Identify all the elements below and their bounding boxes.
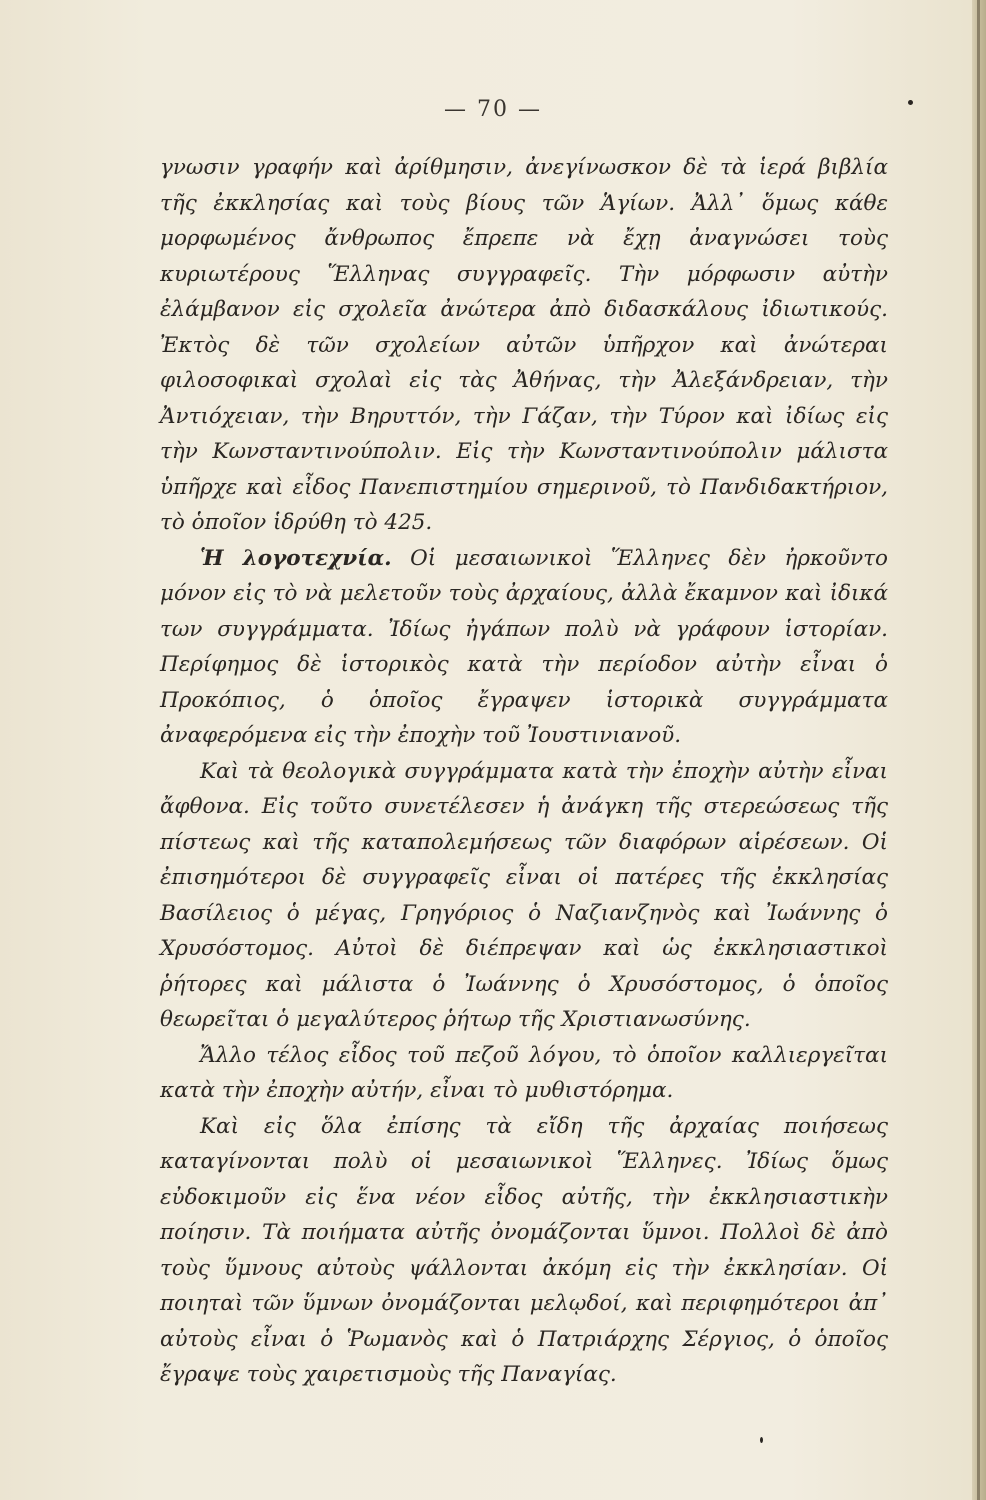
paragraph-3	[160, 754, 888, 1038]
section-heading-logotechnia: Ἡ λογοτεχνία.	[200, 545, 392, 571]
paragraph-2-text: Οἱ μεσαιωνικοὶ Ἕλληνες δὲν ἠρκοῦντο μόνον εἰς τὸ νὰ μελετοῦν τοὺς ἀρχαίους, ἀλλὰ ἔκαμνον καὶ ἰδικά των συγγράμματα. Ἰδίως ἠγάπων πολὺ νὰ γράφουν ἱστορίαν. Περίφημος δὲ ἱστορικὸς κατὰ τὴν περίοδον αὐτὴν εἶναι ὁ Προκόπιος, ὁ ὁποῖος ἔγραψεν ἱστορικὰ συγγράμματα ἀναφερόμενα εἰς τὴν ἐποχὴν τοῦ Ἰουστινιανοῦ.	[160, 545, 888, 748]
paragraph-3-text: Καὶ τὰ θεολογικὰ συγγράμματα κατὰ τὴν ἐποχὴν αὐτὴν εἶναι ἄφθονα. Εἰς τοῦτο συνετέλεσεν ἡ ἀνάγκη τῆς στερεώσεως τῆς πίστεως καὶ τῆς καταπολεμήσεως τῶν διαφόρων αἱρέσεων. Οἱ ἐπισημότεροι δὲ συγγραφεῖς εἶναι οἱ πατέρες τῆς ἐκκλησίας Βασίλειος ὁ μέγας, Γρηγόριος ὁ Ναζιανζηνὸς καὶ Ἰωάννης ὁ Χρυσόστομος. Αὐτοὶ δὲ διέπρεψαν καὶ ὡς ἐκκλησιαστικοὶ ῥήτορες καὶ μάλιστα ὁ Ἰωάννης ὁ Χρυσόστομος, ὁ ὁποῖος θεωρεῖται ὁ μεγαλύτερος ῥήτωρ τῆς Χριστιανωσύνης.	[160, 758, 888, 1032]
paragraph-1-text: γνωσιν γραφήν καὶ ἀρίθμησιν, ἀνεγίνωσκον δὲ τὰ ἱερά βιβλία τῆς ἐκκλησίας καὶ τοὺς βίους τῶν Ἁγίων. Ἀλλ᾿ ὅμως κάθε μορφωμένος ἄνθρωπος ἔπρεπε νὰ ἔχῃ ἀναγνώσει τοὺς κυριωτέρους Ἕλληνας συγγραφεῖς. Τὴν μόρφωσιν αὐτὴν ἐλάμβανον εἰς σχολεῖα ἀνώτερα ἀπὸ διδασκάλους ἰδιωτικούς. Ἐκτὸς δὲ τῶν σχολείων αὐτῶν ὑπῆρχον καὶ ἀνώτεραι φιλοσοφικαὶ σχολαὶ εἰς τὰς Ἀθήνας, τὴν Ἀλεξάνδρειαν, τὴν Ἀντιόχειαν, τὴν Βηρυττόν, τὴν Γάζαν, τὴν Τύρον καὶ ἰδίως εἰς τὴν Κωνσταντινούπολιν. Εἰς τὴν Κωνσταντινούπολιν μάλιστα ὑπῆρχε καὶ εἶδος Πανεπιστημίου σημερινοῦ, τὸ Πανδιδακτήριον, τὸ ὁποῖον ἱδρύθη τὸ 425.	[160, 155, 888, 535]
paragraph-1	[160, 150, 888, 541]
paragraph-5	[160, 1109, 888, 1393]
paragraph-5-text: Καὶ εἰς ὅλα ἐπίσης τὰ εἴδη τῆς ἀρχαίας ποιήσεως καταγίνονται πολὺ οἱ μεσαιωνικοὶ Ἕλληνες. Ἰδίως ὅμως εὐδοκιμοῦν εἰς ἕνα νέον εἶδος αὐτῆς, τὴν ἐκκλησιαστικὴν ποίησιν. Τὰ ποιήματα αὐτῆς ὀνομάζονται ὕμνοι. Πολλοὶ δὲ ἀπὸ τοὺς ὕμνους αὐτοὺς ψάλλονται ἀκόμη εἰς τὴν ἐκκλησίαν. Οἱ ποιηταὶ τῶν ὕμνων ὀνομάζονται μελῳδοί, καὶ περιφημότεροι ἀπ᾿ αὐτοὺς εἶναι ὁ Ῥωμανὸς καὶ ὁ Πατριάρχης Σέργιος, ὁ ὁποῖος ἔγραψε τοὺς χαιρετισμοὺς τῆς Παναγίας.	[160, 1113, 888, 1387]
body-text	[160, 150, 888, 1393]
page-number: — 70 —	[444, 97, 542, 122]
book-binding-edge	[972, 0, 986, 1500]
paragraph-2	[160, 541, 888, 754]
ink-speck	[908, 100, 913, 105]
paragraph-4-text: Ἄλλο τέλος εἶδος τοῦ πεζοῦ λόγου, τὸ ὁποῖον καλλιεργεῖται κατὰ τὴν ἐποχὴν αὐτήν, εἶναι τὸ μυθιστόρημα.	[160, 1042, 888, 1103]
ink-speck	[760, 1437, 763, 1443]
paragraph-4	[160, 1038, 888, 1109]
